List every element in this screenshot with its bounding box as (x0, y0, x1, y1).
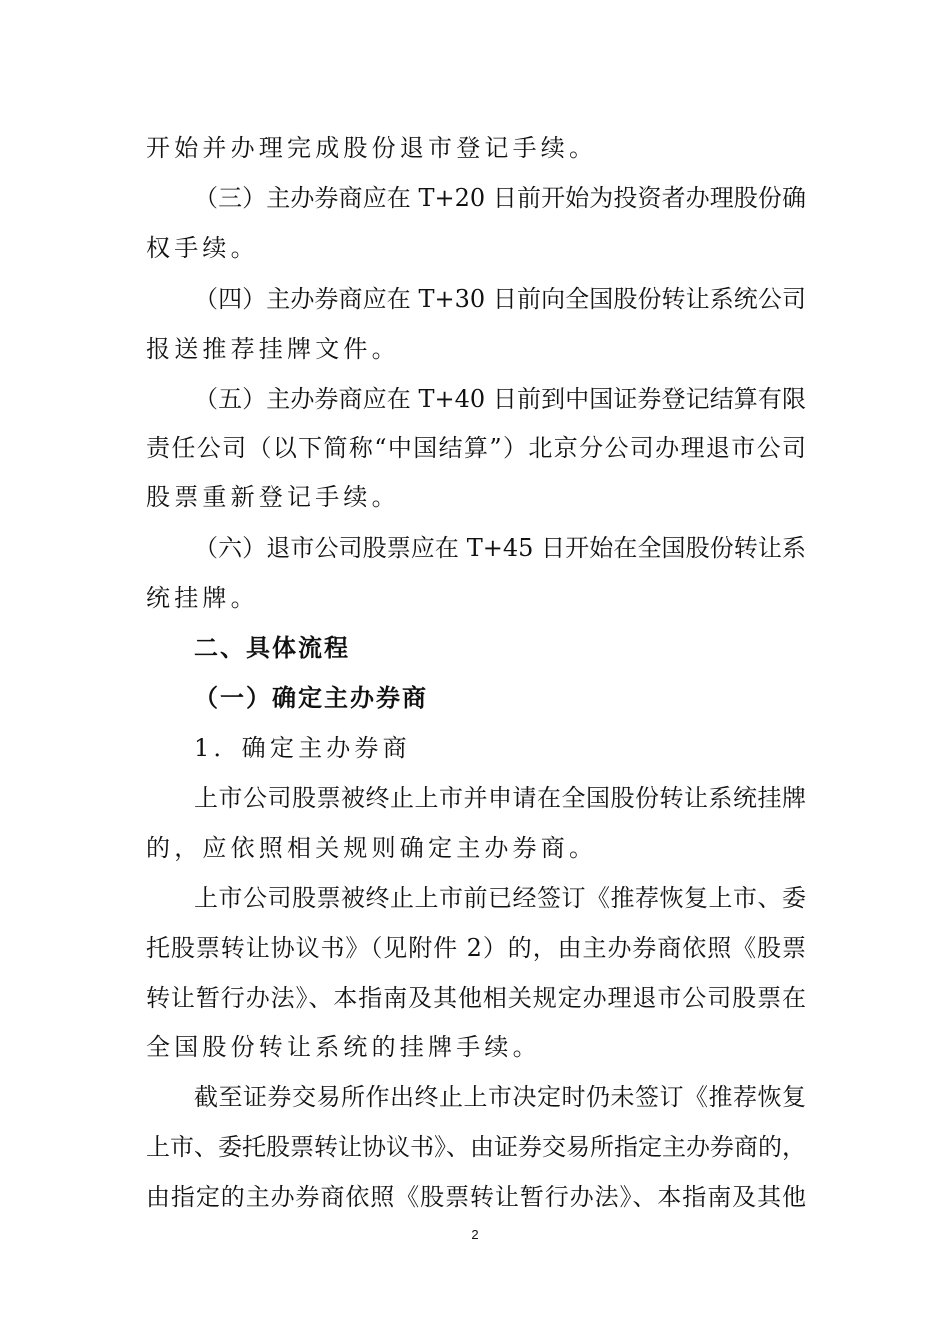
paragraph-line: 全国股份转让系统的挂牌手续。 (146, 1033, 541, 1061)
paragraph-line: （三）主办券商应在 T+20 日前开始为投资者办理股份确 (194, 184, 806, 212)
paragraph-line: 上市、委托股票转让协议书》、由证券交易所指定主办券商的， (146, 1133, 806, 1161)
paragraph-line: 上市公司股票被终止上市前已经签订《推荐恢复上市、委 (194, 884, 806, 912)
paragraph-line: （六）退市公司股票应在 T+45 日开始在全国股份转让系 (194, 534, 806, 562)
paragraph-line: 报送推荐挂牌文件。 (146, 335, 400, 363)
page-number: 2 (471, 1227, 479, 1242)
paragraph-line: 统挂牌。 (146, 584, 259, 612)
paragraph-line: （四）主办券商应在 T+30 日前向全国股份转让系统公司 (194, 285, 806, 313)
paragraph-line: 托股票转让协议书》（见附件 2）的，由主办券商依照《股票 (146, 934, 806, 962)
paragraph-line: 责任公司（以下简称“中国结算”）北京分公司办理退市公司 (146, 434, 806, 462)
paragraph-line: 上市公司股票被终止上市并申请在全国股份转让系统挂牌 (194, 784, 806, 812)
item-heading: 1．确定主办券商 (194, 734, 411, 762)
paragraph-line: 开始并办理完成股份退市登记手续。 (146, 134, 598, 162)
paragraph-line: 转让暂行办法》、本指南及其他相关规定办理退市公司股票在 (146, 984, 806, 1012)
paragraph-line: 截至证券交易所作出终止上市决定时仍未签订《推荐恢复 (194, 1083, 806, 1111)
paragraph-line: 股票重新登记手续。 (146, 483, 400, 511)
section-heading: 二、具体流程 (194, 634, 350, 662)
paragraph-line: 权手续。 (146, 234, 259, 262)
paragraph-line: 由指定的主办券商依照《股票转让暂行办法》、本指南及其他 (146, 1183, 806, 1211)
paragraph-line: 的，应依照相关规则确定主办券商。 (146, 834, 598, 862)
paragraph-line: （五）主办券商应在 T+40 日前到中国证券登记结算有限 (194, 385, 806, 413)
subsection-heading: （一）确定主办券商 (194, 684, 428, 712)
